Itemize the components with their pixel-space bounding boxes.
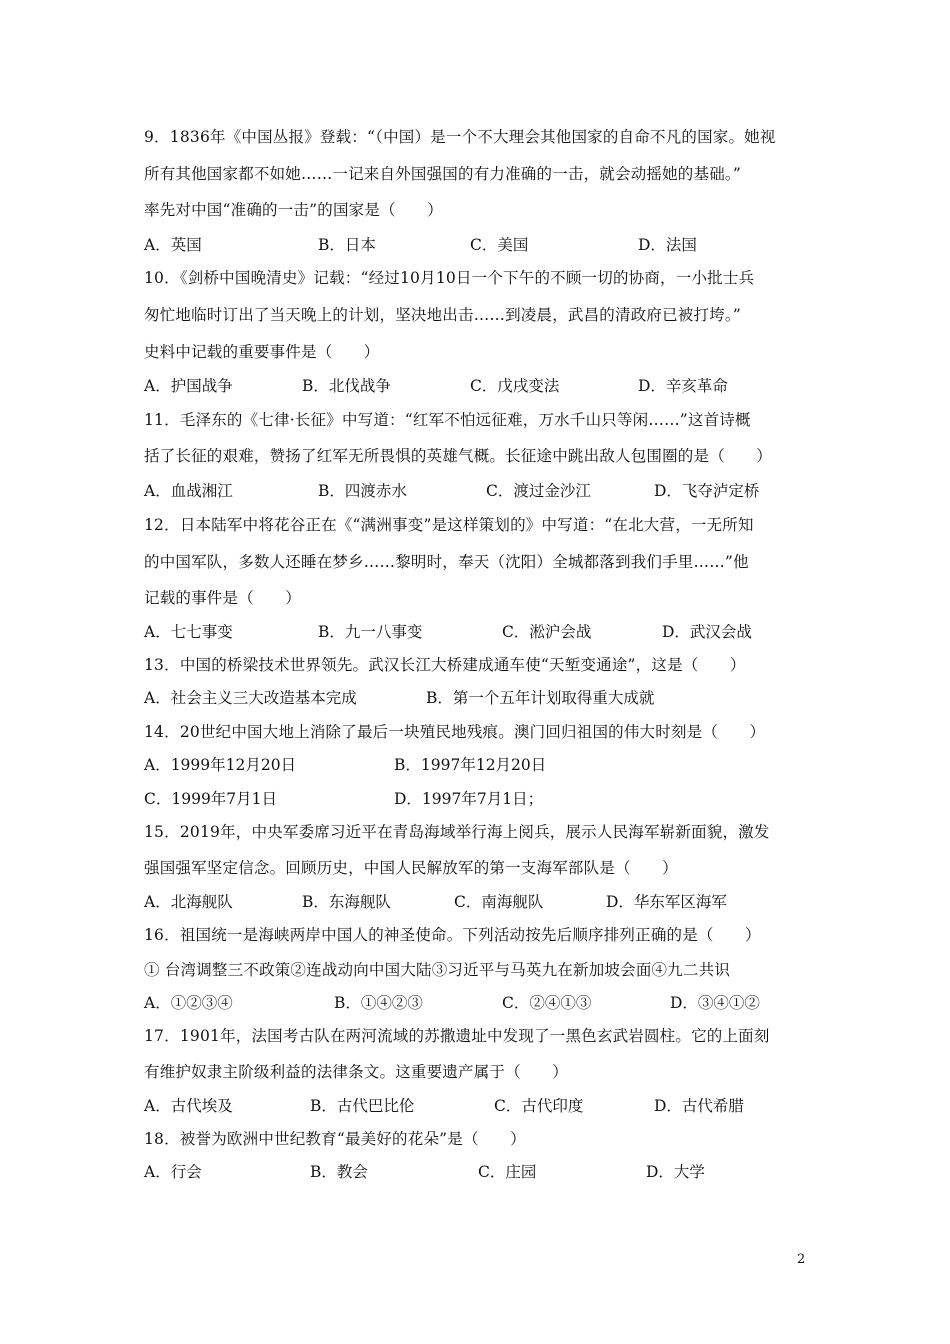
question-text: 强国强军坚定信念。回顾历史，中国人民解放军的第一支海军部队是（ ） [144, 859, 678, 877]
page-number: 2 [797, 1252, 806, 1267]
option-c: C．1999年7月1日 [144, 790, 278, 808]
option-b: B．①④②③ [334, 994, 423, 1012]
option-b: B．东海舰队 [302, 893, 391, 911]
option-b: B．四渡赤水 [318, 482, 407, 500]
option-d: D．③④①② [670, 994, 760, 1012]
option-c: C．美国 [470, 236, 529, 254]
question-text: 13．中国的桥梁技术世界领先。武汉长江大桥建成通车使“天堑变通途”，这是（ ） [144, 656, 746, 674]
question-text: 17．1901年，法国考古队在两河流域的苏撒遗址中发现了一黑色玄武岩圆柱。它的上面刻 [144, 1027, 770, 1045]
option-c: C．戊戌变法 [470, 377, 560, 395]
option-a: A．英国 [144, 236, 202, 254]
option-a: A．1999年12月20日 [144, 756, 297, 774]
question-text: 18．被誉为欧洲中世纪教育“最美好的花朵”是（ ） [144, 1130, 526, 1148]
option-a: A．护国战争 [144, 377, 233, 395]
option-b: B．九一八事变 [318, 623, 423, 641]
option-a: A．古代埃及 [144, 1097, 233, 1115]
option-a: A．血战湘江 [144, 482, 233, 500]
option-a: A．北海舰队 [144, 893, 233, 911]
question-text: 史料中记载的重要事件是（ ） [144, 343, 380, 361]
option-c: C．②④①③ [502, 994, 592, 1012]
option-b: B．1997年12月20日 [394, 756, 547, 774]
question-text: 有维护奴隶主阶级利益的法律条文。这重要遗产属于（ ） [144, 1063, 568, 1081]
option-c: C．庄园 [478, 1163, 537, 1181]
question-text: ① 台湾调整三不政策②连战动向中国大陆③习近平与马英九在新加坡会面④九二共识 [144, 961, 731, 979]
option-d: D．大学 [646, 1163, 705, 1181]
option-c: C．南海舰队 [454, 893, 544, 911]
question-text: 括了长征的艰难，赞扬了红军无所畏惧的英雄气概。长征途中跳出敌人包围圈的是（ ） [144, 447, 773, 465]
option-d: D．飞夺泸定桥 [654, 482, 760, 500]
option-d: D．华东军区海军 [606, 893, 727, 911]
option-d: D．1997年7月1日； [394, 790, 544, 808]
question-text: 10．《剑桥中国晚清史》记载：“经过10月10日一个下午的不顾一切的协商，一小批士兵 [144, 269, 755, 287]
option-c: C．渡过金沙江 [486, 482, 591, 500]
option-c: C．淞沪会战 [502, 623, 592, 641]
question-text: 所有其他国家都不如她……一记来自外国强国的有力准确的一击，就会动摇她的基础。” [144, 165, 741, 183]
question-text: 15．2019年，中央军委席习近平在青岛海域举行海上阅兵，展示人民海军崭新面貌，激发 [144, 823, 770, 841]
question-text: 率先对中国“准确的一击”的国家是（ ） [144, 201, 443, 219]
option-b: B．北伐战争 [302, 377, 391, 395]
option-d: D．法国 [638, 236, 697, 254]
option-b: B．第一个五年计划取得重大成就 [426, 689, 655, 707]
question-text: 14．20世纪中国大地上消除了最后一块殖民地残痕。澳门回归祖国的伟大时刻是（ ） [144, 723, 766, 741]
question-text: 12．日本陆军中将花谷正在《“满洲事变”是这样策划的》中写道：“在北大营，一无所知 [144, 516, 754, 534]
question-text: 的中国军队，多数人还睡在梦乡……黎明时，奉天（沈阳）全城都落到我们手里……”他 [144, 553, 749, 571]
option-c: C．古代印度 [494, 1097, 584, 1115]
option-a: A．①②③④ [144, 994, 233, 1012]
question-text: 记载的事件是（ ） [144, 589, 302, 607]
option-a: A．社会主义三大改造基本完成 [144, 689, 357, 707]
question-text: 匆忙地临时订出了当天晚上的计划，坚决地出击……到凌晨，武昌的清政府已被打垮。” [144, 306, 741, 324]
option-a: A．行会 [144, 1163, 202, 1181]
option-b: B．古代巴比伦 [310, 1097, 415, 1115]
option-b: B．日本 [318, 236, 376, 254]
question-text: 11．毛泽东的《七律·长征》中写道：“红军不怕远征难，万水千山只等闲……”这首诗概 [144, 411, 751, 429]
option-d: D．武汉会战 [662, 623, 752, 641]
question-text: 9．1836年《中国丛报》登载：“（中国）是一个不大理会其他国家的自命不凡的国家。她视 [144, 128, 776, 146]
option-d: D．古代希腊 [654, 1097, 744, 1115]
option-a: A．七七事变 [144, 623, 233, 641]
option-b: B．教会 [310, 1163, 368, 1181]
question-text: 16．祖国统一是海峡两岸中国人的神圣使命。下列活动按先后顺序排列正确的是（ ） [144, 926, 761, 944]
option-d: D．辛亥革命 [638, 377, 728, 395]
